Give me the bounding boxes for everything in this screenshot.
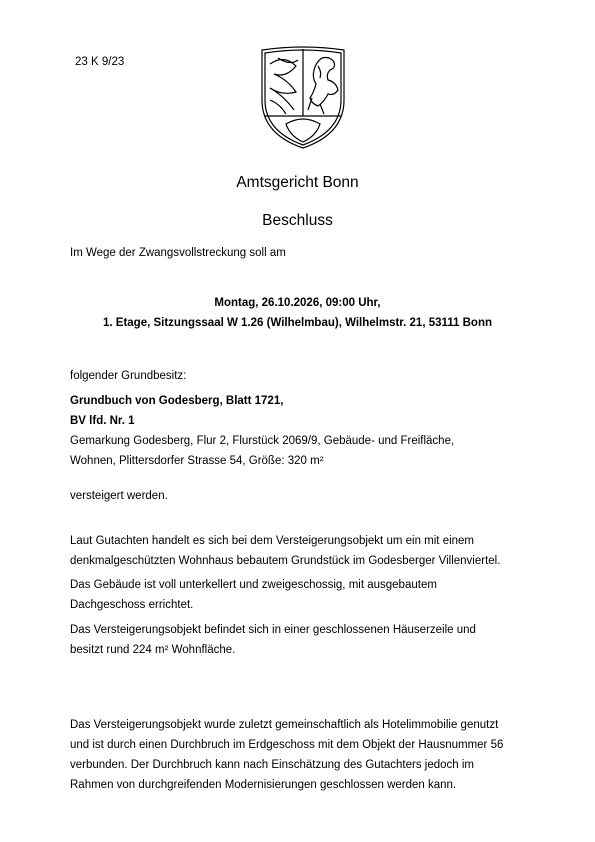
paragraph-line: Laut Gutachten handelt es sich bei dem Versteigerungsobjekt um ein mit einem	[70, 535, 475, 547]
paragraph-line: Das Gebäude ist voll unterkellert und zweigeschossig, mit ausgebautem	[70, 579, 437, 591]
paragraph-line: und ist durch einen Durchbruch im Erdgeschoss mit dem Objekt der Hausnummer 56	[70, 739, 504, 751]
paragraph-line: denkmalgeschützten Wohnhaus bebautem Grundstück im Godesberger Villenviertel.	[70, 555, 501, 567]
appointment-date-time: Montag, 26.10.2026, 09:00 Uhr,	[214, 297, 381, 309]
property-details-line: Gemarkung Godesberg, Flur 2, Flurstück 2069/9, Gebäude- und Freifläche,	[70, 435, 455, 447]
coat-of-arms-emblem	[256, 44, 350, 152]
paragraph-line: Das Versteigerungsobjekt wurde zuletzt gemeinschaftlich als Hotelimmobilie genutzt	[70, 719, 499, 731]
appointment-location: 1. Etage, Sitzungssaal W 1.26 (Wilhelmbau), Wilhelmstr. 21, 53111 Bonn	[103, 317, 492, 329]
document-type-title: Beschluss	[262, 212, 333, 229]
property-register: Grundbuch von Godesberg, Blatt 1721,	[70, 395, 284, 407]
property-entry: BV lfd. Nr. 1	[70, 415, 135, 427]
paragraph-line: Rahmen von durchgreifenden Modernisierungen geschlossen werden kann.	[70, 779, 457, 791]
case-number: 23 K 9/23	[75, 56, 125, 68]
paragraph-line: verbunden. Der Durchbruch kann nach Einschätzung des Gutachters jedoch im	[70, 759, 475, 771]
auction-text: versteigert werden.	[70, 490, 168, 502]
paragraph-line: besitzt rund 224 m² Wohnfläche.	[70, 644, 236, 656]
court-name: Amtsgericht Bonn	[236, 174, 359, 191]
paragraph-line: Dachgeschoss errichtet.	[70, 599, 194, 611]
property-label: folgender Grundbesitz:	[70, 370, 187, 382]
paragraph-line: Das Versteigerungsobjekt befindet sich in einer geschlossenen Häuserzeile und	[70, 624, 476, 636]
property-details-line: Wohnen, Plittersdorfer Strasse 54, Größe: 320 m²	[70, 455, 324, 467]
intro-text: Im Wege der Zwangsvollstreckung soll am	[70, 247, 286, 259]
